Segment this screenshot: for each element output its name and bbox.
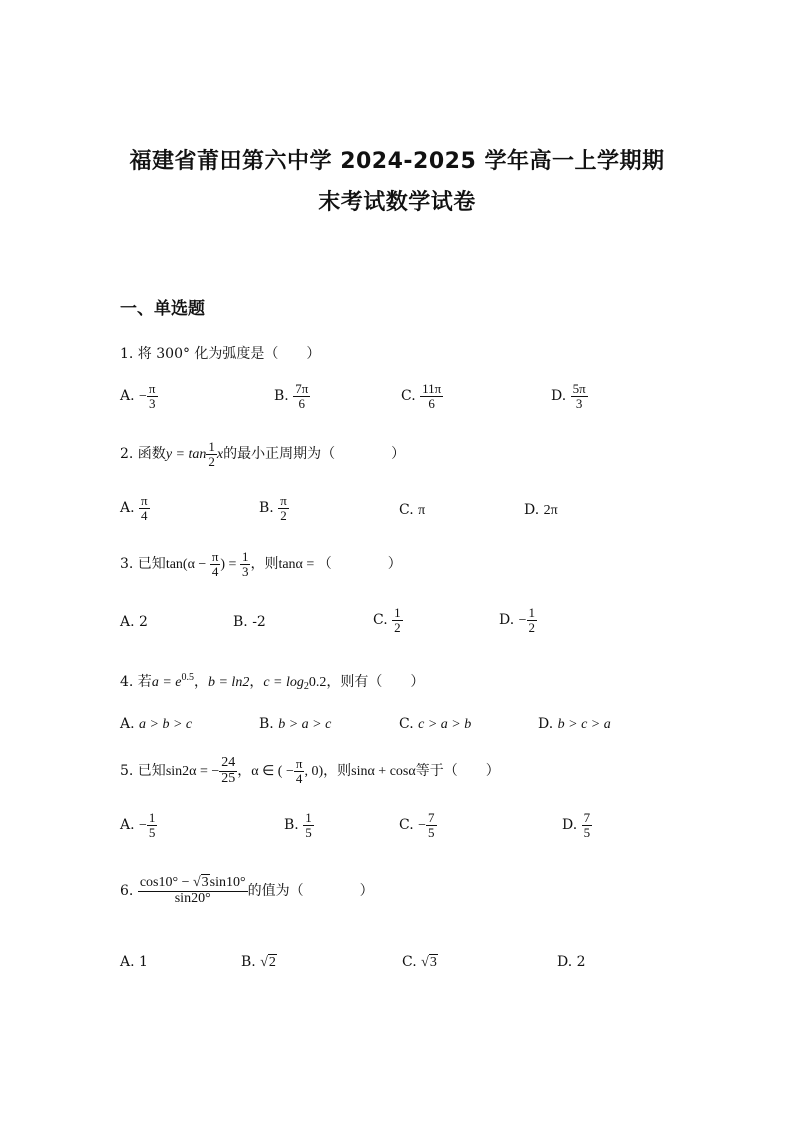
exam-title-line-2: 末考试数学试卷	[318, 190, 476, 215]
q4-option-c: C. c > a > b	[399, 716, 472, 732]
option-label: B.	[259, 500, 274, 517]
q6-option-c	[402, 954, 438, 971]
option-label: D.	[562, 817, 578, 834]
q5-option-a: A. − $\frac{1}{5}$	[120, 810, 156, 840]
numerator: 5π	[572, 381, 586, 396]
question-5-stem: 5. 已知sin2α = − $\frac{24}{25}$ ，α ∈ ( − $\frac{\pi}{4}$ , 0)，则sinα + cosα等于（ ）	[120, 755, 500, 786]
section-heading: 一、单选题	[120, 299, 205, 319]
q1-option-b	[274, 382, 310, 410]
option-label: C.	[399, 817, 414, 834]
denominator: 6	[298, 395, 305, 411]
q2-option-c: C. π	[399, 502, 426, 518]
denominator: 6	[428, 395, 435, 411]
option-label: D.	[551, 388, 567, 405]
q3-option-a: A. 2	[120, 614, 148, 630]
q4-option-d: D. b > c > a	[538, 716, 611, 732]
question-4-stem: 4. 若$a = e^{0.5}$，b = ln2，$c = \log_20.2$，则有（ ）	[120, 672, 425, 692]
question-1-stem: 1. 将 300° 化为弧度是（ ）	[120, 346, 321, 362]
option-label: C.	[402, 954, 417, 970]
minus-sign: −	[139, 389, 147, 405]
option-label: D.	[499, 612, 515, 629]
option-label: D.	[557, 954, 573, 970]
q6-fraction: $\frac{\cos 10^\circ - √3\sin 10^\circ}{\sin 20^\circ}$	[139, 875, 246, 906]
question-3-stem: 3. 已知tan(α − $\frac{\pi}{4}$ ) = $\frac{1}{3}$ ，则tanα = （ ）	[120, 549, 402, 579]
option-label: B.	[259, 716, 274, 732]
q1-option-c	[401, 382, 443, 410]
q1-option-d	[551, 382, 588, 410]
option-label: A.	[120, 954, 135, 970]
numerator: 11π	[422, 381, 442, 396]
q2-option-a: A. $\frac{\pi}{4}$	[120, 493, 148, 523]
question-2-stem: 2. 函数y = tan $\frac{1}{2}$ x的最小正周期为（ ）	[120, 439, 406, 469]
sqrt-expr: √3	[421, 955, 437, 970]
sqrt-expr: √2	[260, 955, 276, 970]
q2-option-b: B. $\frac{\pi}{2}$	[259, 493, 287, 523]
option-label: C.	[399, 502, 414, 518]
option-label: C.	[399, 716, 414, 732]
option-label: A.	[120, 500, 135, 517]
q5-option-b: B. $\frac{1}{5}$	[284, 810, 312, 840]
option-label: A.	[120, 716, 135, 732]
numerator: π	[148, 381, 156, 396]
option-label: C.	[373, 612, 388, 629]
denominator: 3	[148, 395, 156, 411]
q3-option-d: D. − $\frac{1}{2}$	[499, 605, 536, 635]
option-label: D.	[538, 716, 554, 732]
q4-option-a: A. a > b > c	[120, 716, 193, 732]
option-label: A.	[120, 614, 135, 630]
numerator: 7π	[295, 381, 309, 396]
q6-option-a: A. 1	[120, 954, 148, 970]
function-expr: y = tan	[165, 447, 207, 463]
q1-option-a	[120, 382, 158, 410]
q6-option-b	[241, 954, 277, 971]
option-label: B.	[274, 388, 289, 405]
q5-option-d: D. $\frac{7}{5}$	[562, 810, 591, 840]
exam-title-line-1: 福建省莆田第六中学 2024-2025 学年高一上学期期	[129, 149, 665, 174]
option-label: C.	[401, 388, 416, 405]
option-label: B.	[233, 614, 248, 630]
denominator: 3	[575, 395, 583, 411]
q3-option-b: B. -2	[233, 614, 266, 630]
q5-option-c: C. − $\frac{7}{5}$	[399, 810, 435, 840]
question-6-stem: 6. $\frac{\cos 10^\circ - √3\sin 10^\circ}{\sin 20^\circ}$ 的值为（ ）	[120, 875, 374, 906]
q6-option-d: D. 2	[557, 954, 586, 970]
q4-option-b: B. b > a > c	[259, 716, 332, 732]
option-label: D.	[524, 502, 540, 518]
q2-option-d: D. 2π	[524, 502, 558, 518]
option-label: A.	[120, 817, 135, 834]
q3-option-c: C. $\frac{1}{2}$	[373, 605, 401, 635]
option-label: B.	[241, 954, 256, 970]
option-label: B.	[284, 817, 299, 834]
option-label: A.	[120, 388, 135, 405]
